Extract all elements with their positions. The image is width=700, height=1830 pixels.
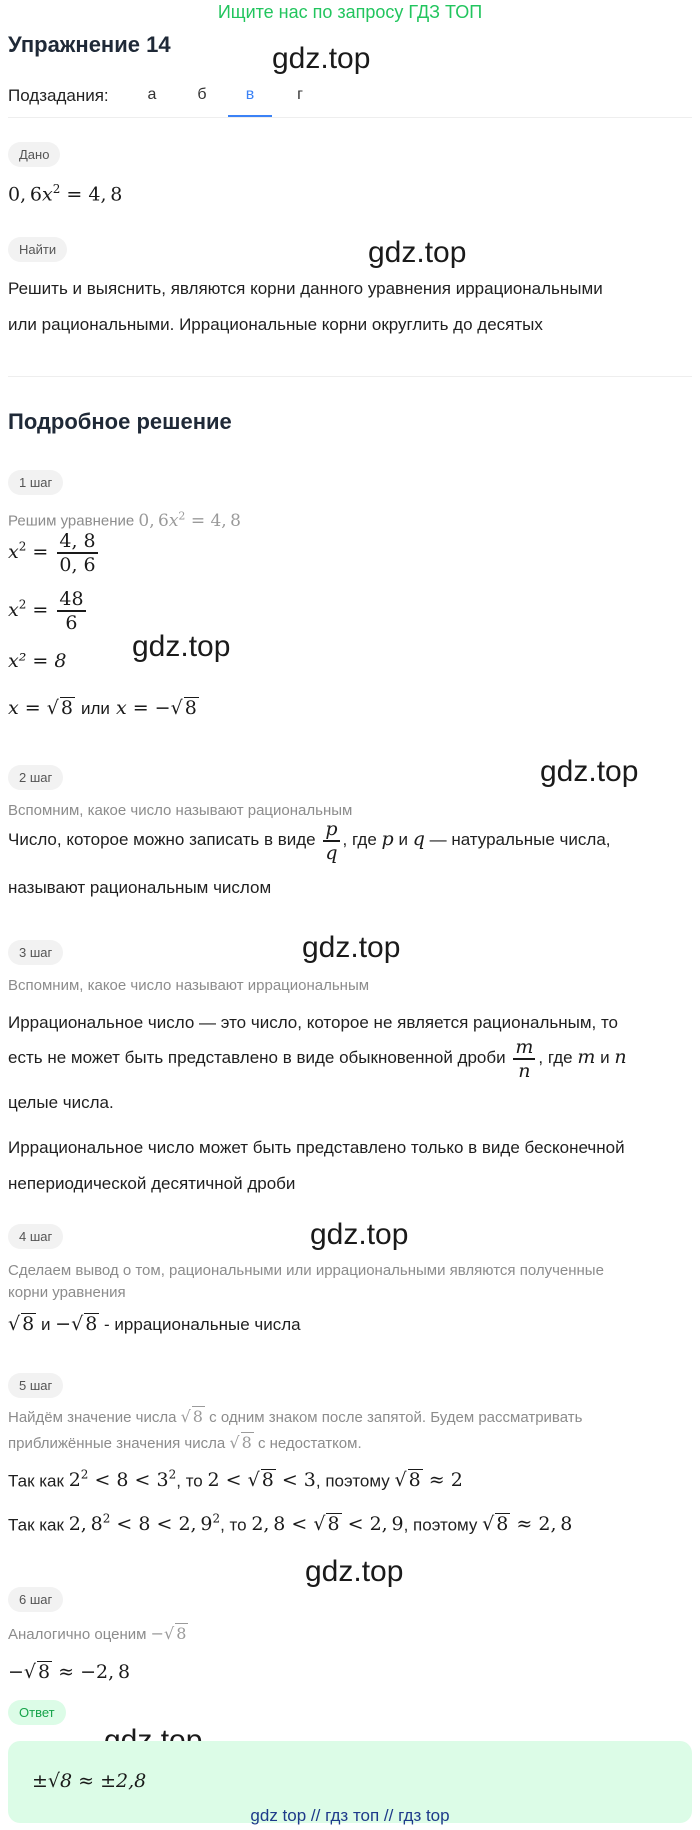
watermark: gdz.top [305, 1555, 404, 1588]
solution-title: Подробное решение [8, 409, 232, 434]
step3-pill: 3 шаг [8, 940, 63, 965]
step5-line1: Так как $2^2 < 8 < 3^2$, то 2 < √ 8 < 3, поэтому √ 8 ≈ 2 [8, 1468, 463, 1492]
find-pill: Найти [8, 237, 67, 262]
step3-line1: Иррациональное число — это число, которое не является рациональным, то [8, 1013, 619, 1032]
subtasks-label: Подзадания: [8, 86, 109, 105]
watermark: gdz.top [302, 931, 401, 964]
step1-note: Решим уравнение 0, $6x^2 = 4$, 8 [8, 509, 241, 531]
step1-line4: x = √ 8 или x = −√ 8 [8, 697, 197, 719]
step4-pill: 4 шаг [8, 1224, 63, 1249]
watermark: gdz.top [272, 42, 371, 75]
step2-line1: Число, которое можно записать в виде $\frac{p}{q}$ , где p и q — натуральные числа, [8, 818, 611, 864]
step3-line4: Иррациональное число может быть представлено только в виде бесконечной [8, 1138, 625, 1157]
step2-note: Вспомним, какое число называют рациональным [8, 802, 353, 819]
tab-a[interactable]: а [147, 86, 157, 103]
answer-value: ±√8 ≈ ±2,8 [32, 1770, 147, 1792]
step1-line1: $x^2$ = $\frac{4, 8}{0, 6}$ [8, 530, 96, 576]
tab-g[interactable]: г [297, 86, 303, 103]
step6-line: −√ 8 ≈ −2, 8 [8, 1661, 131, 1683]
watermark: gdz.top [368, 236, 467, 269]
step2-pill: 2 шаг [8, 765, 63, 790]
divider [8, 376, 692, 377]
step3-line3: целые числа. [8, 1093, 114, 1112]
divider [8, 117, 692, 118]
step3-line2: есть не может быть представлено в виде обыкновенной дроби $\frac{m}{n}$ , где m и n [8, 1036, 627, 1082]
step5-pill: 5 шаг [8, 1373, 63, 1398]
step1-line2: $x^2$ = $\frac{48}{6}$ [8, 588, 84, 634]
find-text-line1: Решить и выяснить, являются корни данного уравнения иррациональными [8, 279, 603, 298]
step5-line2: Так как 2, $8^2 < 8 < 2$, $9^2$, то 2, 8 < √ 8 < 2, 9, поэтому √ 8 ≈ 2, 8 [8, 1512, 573, 1536]
step6-note: Аналогично оценим −√ 8 [8, 1624, 187, 1643]
step6-pill: 6 шаг [8, 1587, 63, 1612]
step3-note: Вспомним, какое число называют иррациональным [8, 977, 370, 994]
step1-line3: x² = 8 [8, 650, 67, 672]
step2-line2: называют рациональным числом [8, 878, 272, 897]
exercise-title: Упражнение 14 [8, 32, 171, 57]
watermark: gdz.top [540, 755, 639, 788]
watermark: gdz.top [310, 1218, 409, 1251]
step5-note1: Найдём значение числа √ 8 с одним знаком после запятой. Будем рассматривать [8, 1407, 583, 1426]
step1-pill: 1 шаг [8, 470, 63, 495]
step4-line: √ 8 и −√ 8 - иррациональные числа [8, 1313, 301, 1335]
find-text-line2: или рациональными. Иррациональные корни округлить до десятых [8, 315, 543, 334]
given-pill: Дано [8, 142, 60, 167]
search-banner: Ищите нас по запросу ГДЗ ТОП [217, 2, 483, 22]
step3-line5: непериодической десятичной дроби [8, 1174, 296, 1193]
answer-pill: Ответ [8, 1700, 66, 1725]
step4-note1: Сделаем вывод о том, рациональными или иррациональными являются полученные [8, 1262, 604, 1279]
tab-v[interactable]: в [245, 86, 255, 103]
footer-links[interactable]: gdz top // гдз топ // гдз top [250, 1806, 450, 1825]
tab-b[interactable]: б [197, 86, 207, 103]
step5-note2: приближённые значения числа √ 8 с недостатком. [8, 1433, 362, 1452]
step4-note2: корни уравнения [8, 1284, 126, 1301]
given-equation: 0, $6x^2 = 4$, 8 [8, 182, 123, 206]
watermark: gdz.top [132, 630, 231, 663]
